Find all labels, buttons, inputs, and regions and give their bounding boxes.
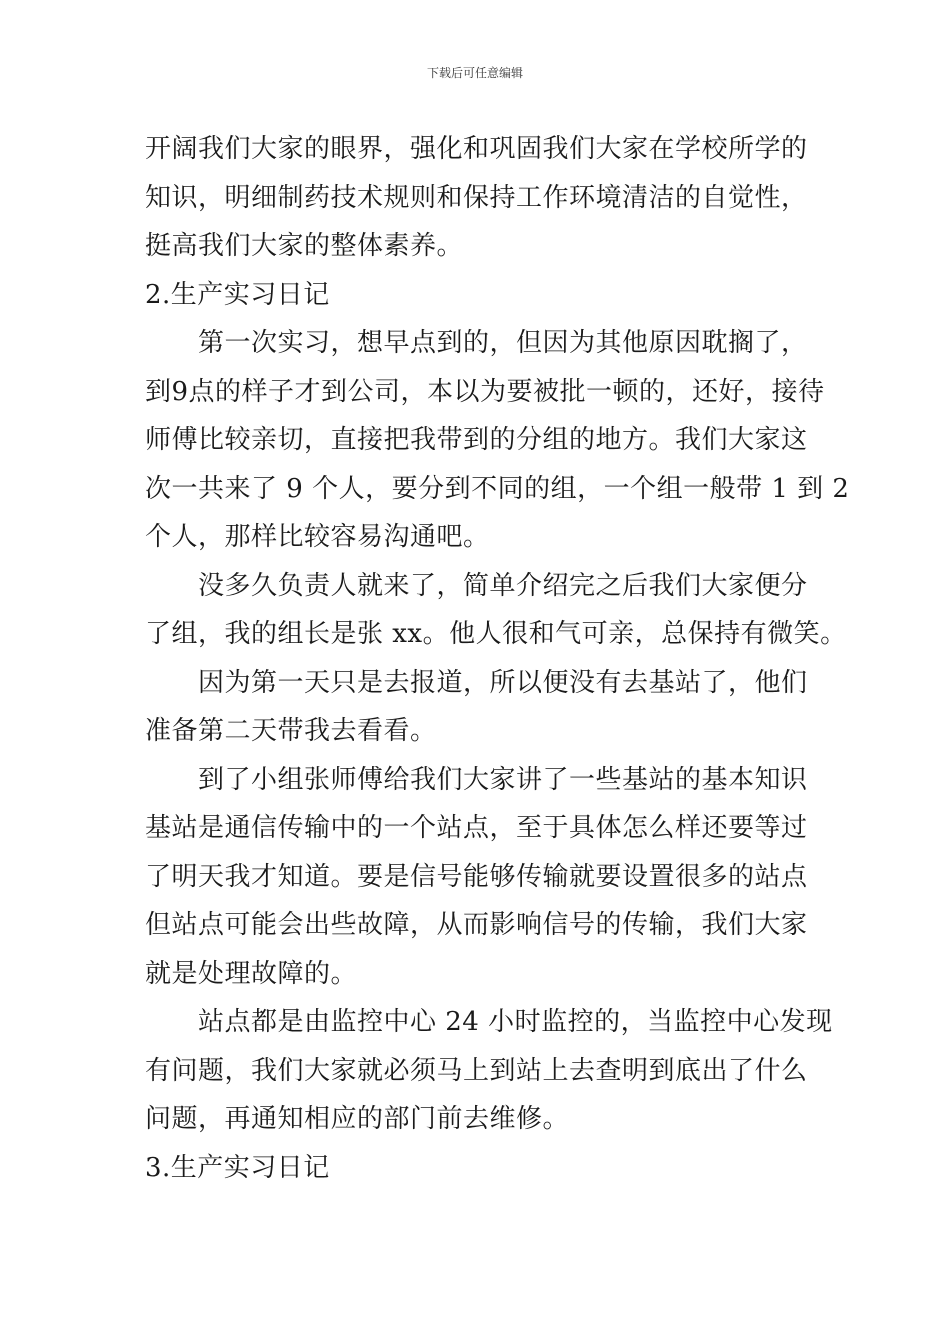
text-line: 准备第二天带我去看看。 <box>145 716 437 746</box>
text-line: 个人，那样比较容易沟通吧。 <box>145 522 490 552</box>
text-line: 师傅比较亲切，直接把我带到的分组的地方。我们大家这 <box>145 425 808 455</box>
document-body <box>145 125 850 1192</box>
text-line: 到9点的样子才到公司，本以为要被批一顿的，还好，接待 <box>145 376 825 407</box>
text-line: 就是处理故障的。 <box>145 958 358 989</box>
text-line: 站点都是由监控中心 24 小时监控的，当监控中心发现 <box>198 1007 833 1037</box>
text-line: 到了小组张师傅给我们大家讲了一些基站的基本知识 <box>198 764 808 795</box>
text-line: 问题，再通知相应的部门前去维修。 <box>145 1104 570 1134</box>
text-line: 因为第一天只是去报道，所以便没有去基站了，他们 <box>198 667 808 698</box>
text-line: 知识，明细制药技术规则和保持工作环境清洁的自觉性， <box>145 182 808 213</box>
section-heading: 3.生产实习日记 <box>145 1152 330 1183</box>
text-line: 了组，我的组长是张 xx。他人很和气可亲，总保持有微笑。 <box>145 619 847 649</box>
text-line: 次一共来了 9 个人，要分到不同的组，一个组一般带 1 到 2 <box>145 473 850 504</box>
text-line: 了明天我才知道。要是信号能够传输就要设置很多的站点 <box>145 861 808 892</box>
text-line: 没多久负责人就来了，简单介绍完之后我们大家便分 <box>198 570 808 601</box>
text-line: 挺高我们大家的整体素养。 <box>145 231 464 261</box>
text-line: 有问题，我们大家就必须马上到站上去查明到底出了什么 <box>145 1055 808 1086</box>
text-line: 基站是通信传输中的一个站点，至于具体怎么样还要等过 <box>145 813 808 843</box>
page-header-note: 下载后可任意编辑 <box>426 66 523 80</box>
text-line: 开阔我们大家的眼界，强化和巩固我们大家在学校所学的 <box>145 134 808 164</box>
text-line: 但站点可能会出些故障，从而影响信号的传输，我们大家 <box>145 910 808 940</box>
text-line: 第一次实习，想早点到的，但因为其他原因耽搁了， <box>198 328 808 358</box>
section-heading: 2.生产实习日记 <box>145 279 330 310</box>
